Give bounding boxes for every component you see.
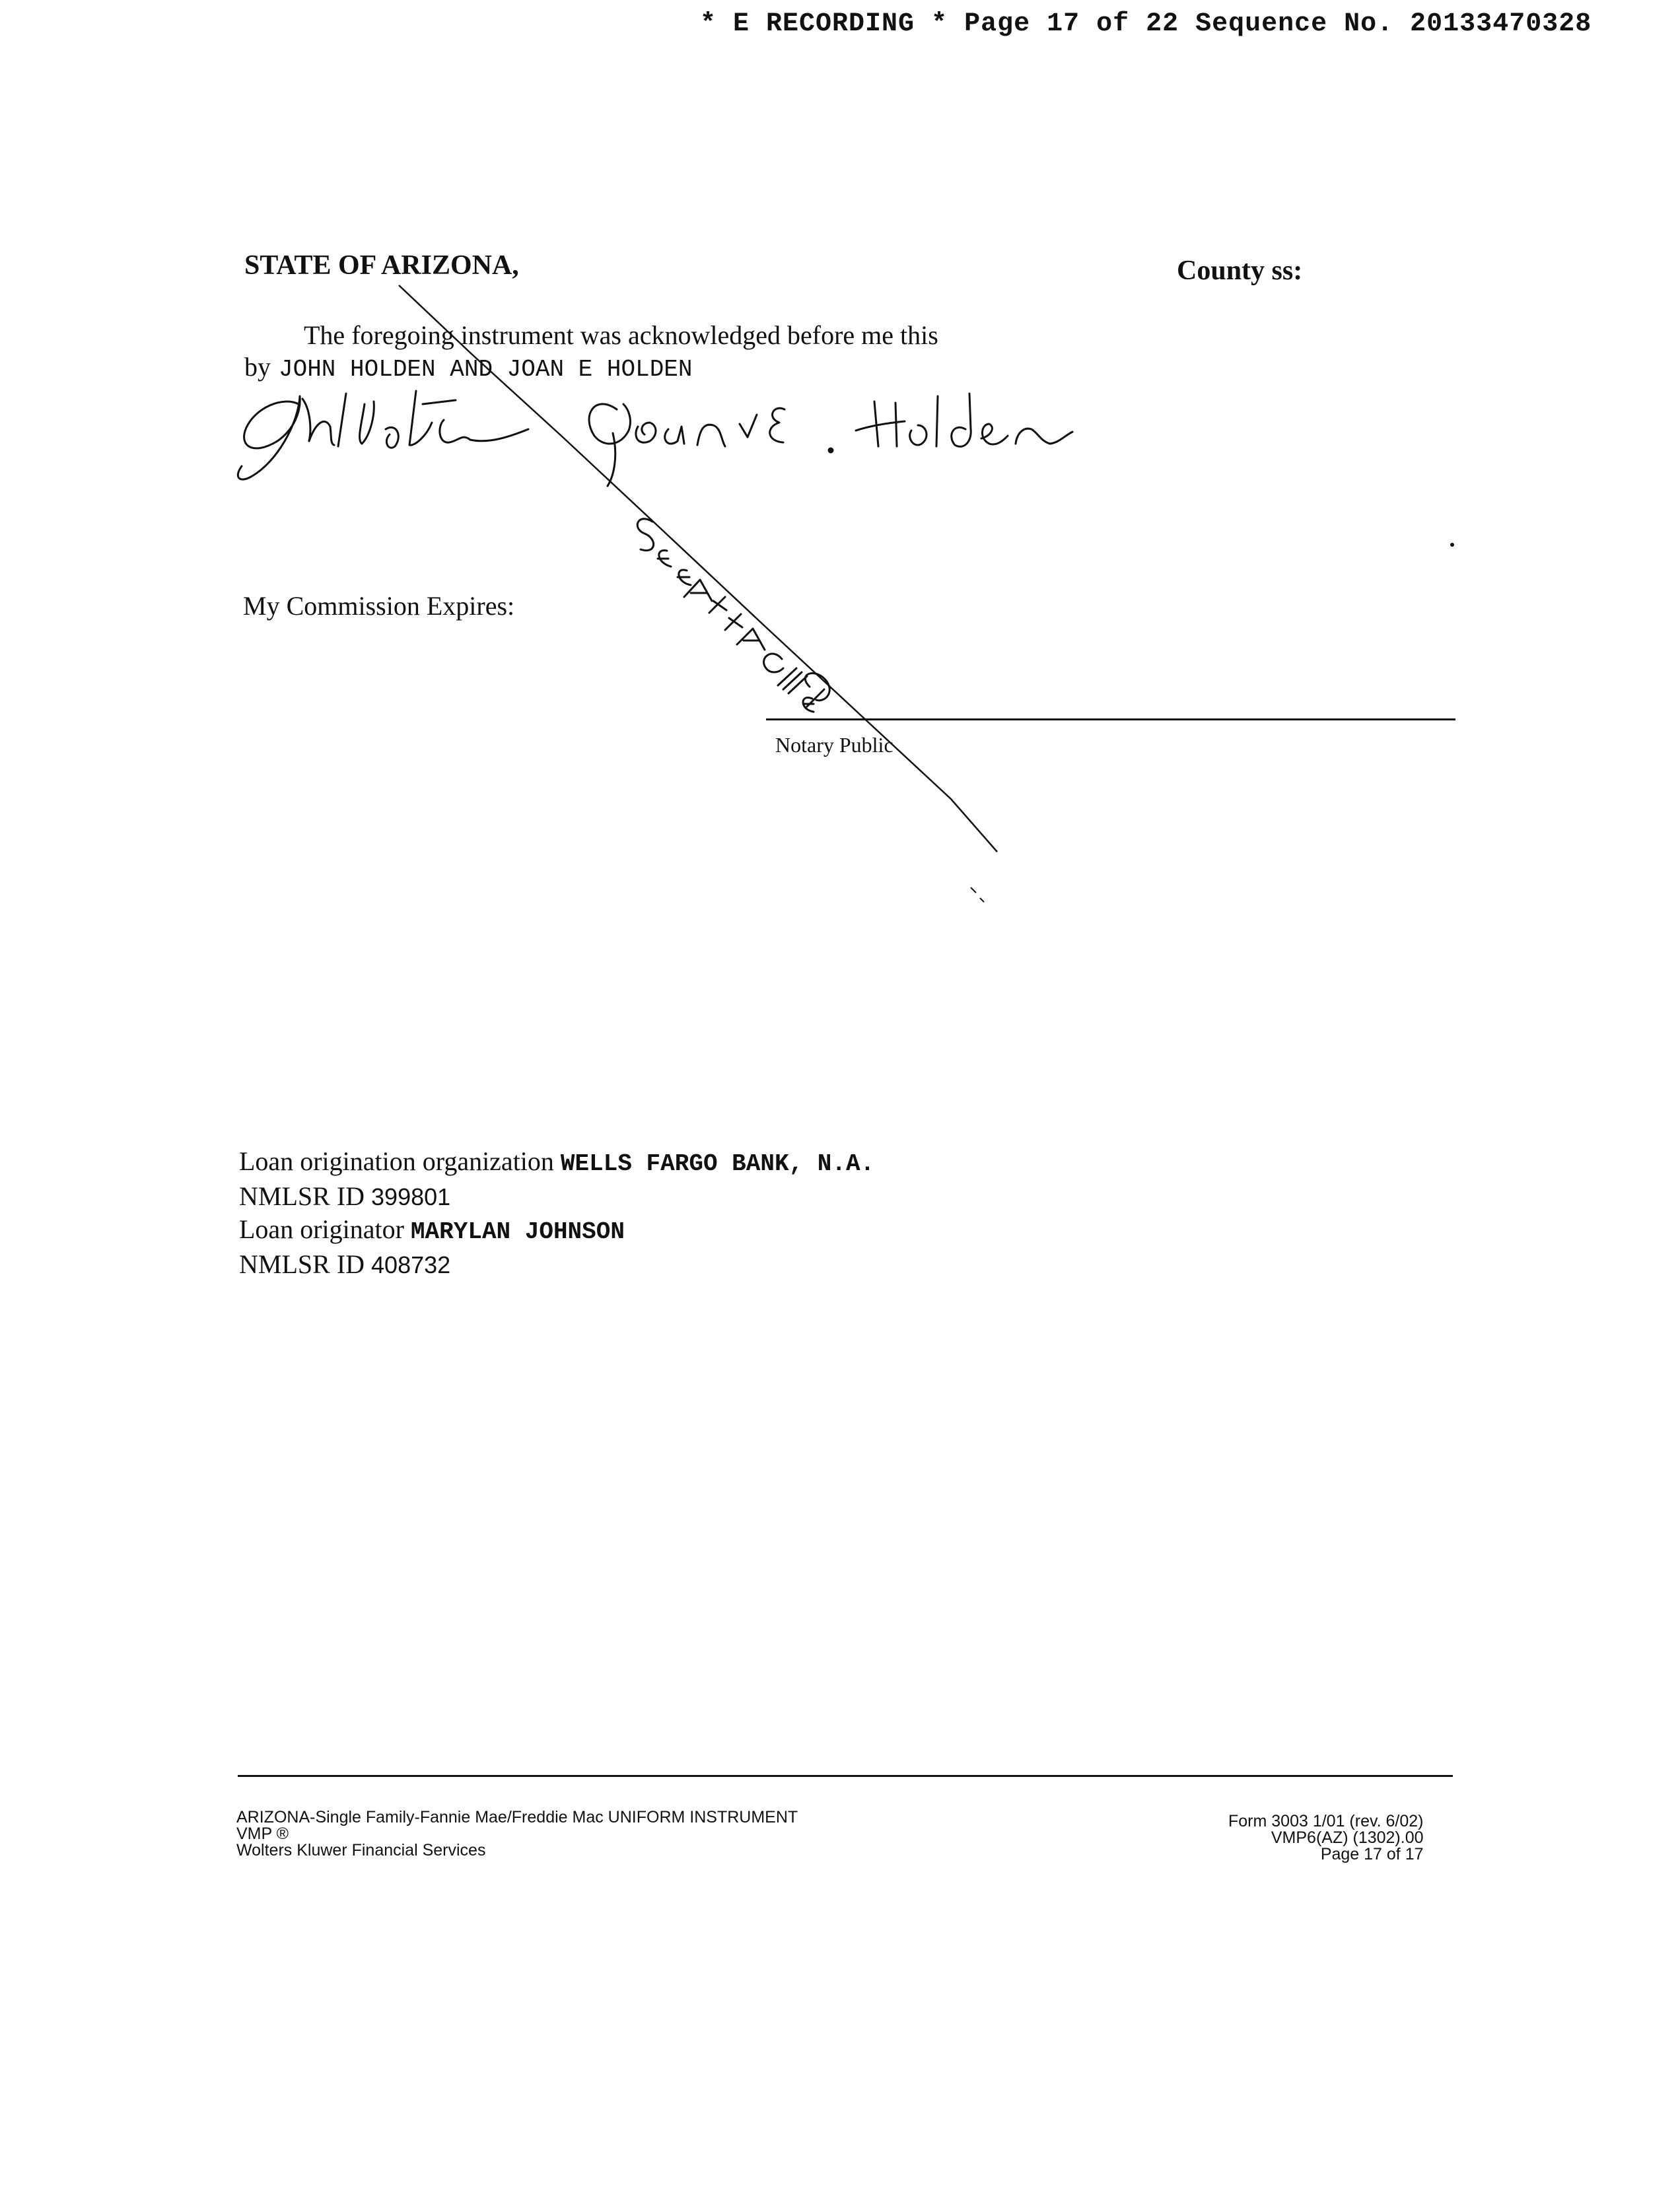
recording-header: * E RECORDING * Page 17 of 22 Sequence No. 20133470328 (700, 9, 1592, 39)
notary-public-label: Notary Public (775, 733, 893, 757)
footer-vmp-line: VMP ® (236, 1824, 289, 1843)
loan-originator-id-row (239, 1248, 874, 1281)
handwritten-see-attached-note (637, 519, 829, 712)
signature-joan-e-holden (589, 394, 1072, 486)
diagonal-strike-tail (971, 887, 984, 902)
acknowledged-by-line (244, 351, 693, 383)
footer-page-number: Page 17 of 17 (1320, 1845, 1424, 1863)
loan-org-id-label: NMLSR ID (239, 1181, 365, 1211)
footer-form-number: Form 3003 1/01 (rev. 6/02) (1228, 1812, 1424, 1830)
loan-origination-block (239, 1145, 874, 1281)
footer-instrument-line: ARIZONA-Single Family-Fannie Mae/Freddie Mac UNIFORM INSTRUMENT (236, 1808, 798, 1826)
signer-names: JOHN HOLDEN AND JOAN E HOLDEN (279, 356, 693, 383)
loan-org-row (239, 1145, 874, 1180)
loan-originator-id-value: 408732 (371, 1251, 451, 1278)
loan-org-id-value: 399801 (371, 1183, 451, 1210)
county-label: County ss: (1177, 256, 1303, 286)
commission-expires-label: My Commission Expires: (243, 591, 515, 621)
acknowledgment-text: The foregoing instrument was acknowledged before me this (304, 320, 938, 350)
loan-org-value: WELLS FARGO BANK, N.A. (560, 1150, 875, 1177)
signature-john-holden (238, 391, 528, 479)
loan-originator-label: Loan originator (239, 1214, 404, 1244)
footer-left (236, 1809, 798, 1859)
stray-mark (1450, 543, 1454, 547)
footer-rule (238, 1775, 1453, 1777)
footer-publisher-line: Wolters Kluwer Financial Services (236, 1841, 486, 1859)
loan-org-id-row (239, 1180, 874, 1213)
notary-signature-line (766, 718, 1455, 720)
loan-org-label: Loan origination organization (239, 1146, 554, 1176)
loan-originator-row (239, 1213, 874, 1248)
loan-originator-id-label: NMLSR ID (239, 1249, 365, 1279)
footer-right (1228, 1813, 1424, 1863)
state-label: STATE OF ARIZONA, (244, 250, 519, 281)
by-prefix: by (244, 352, 271, 382)
footer-vmp-code: VMP6(AZ) (1302).00 (1271, 1828, 1424, 1847)
loan-originator-value: MARYLAN JOHNSON (410, 1218, 625, 1245)
